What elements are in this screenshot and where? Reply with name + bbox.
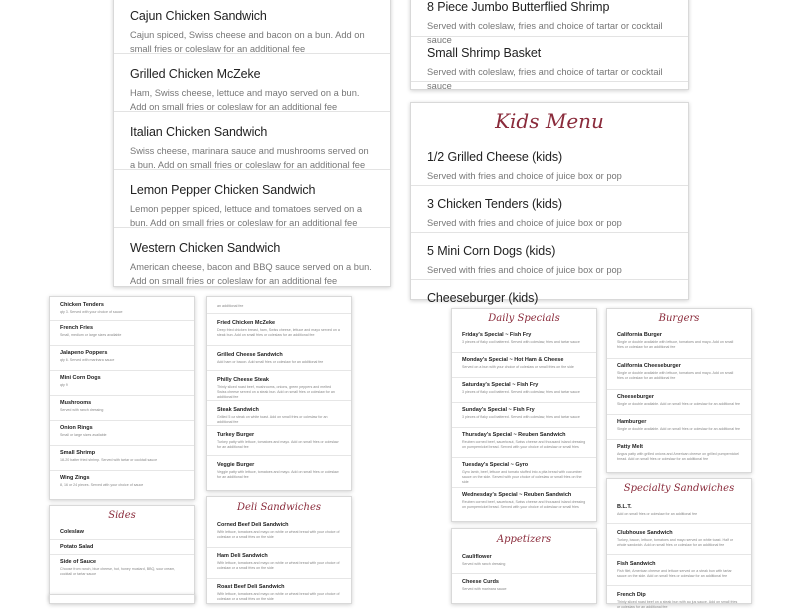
item-name: Corned Beef Deli Sandwich: [217, 522, 289, 528]
item-description: Deep fried chicken breast, ham, Swiss cheese, lettuce and mayo served on a steak bun. Add on small fries or coleslaw for an additional fee: [217, 328, 340, 337]
item-name: Patty Melt: [617, 444, 643, 450]
menu-item[interactable]: [50, 421, 194, 446]
item-description: Served with fries and choice of juice box or pop: [427, 265, 622, 275]
item-name: Chicken Tenders: [60, 302, 104, 308]
item-name: California Cheeseburger: [617, 363, 681, 369]
daily-specials-title: Daily Specials: [488, 313, 560, 324]
item-name: Veggie Burger: [217, 462, 255, 468]
item-name: Clubhouse Sandwich: [617, 530, 673, 536]
item-name: Jalapeno Poppers: [60, 350, 108, 356]
item-name: Wednesday's Special ~ Reuben Sandwich: [462, 492, 572, 498]
menu-item[interactable]: [452, 428, 596, 458]
item-description: 8, 16 or 24 pieces. Served with your choice of sauce: [60, 483, 144, 487]
item-description: Grilled 5 oz steak on white toast. Add on small fries or coleslaw for an additional fee: [217, 415, 328, 424]
menu-item[interactable]: [607, 586, 751, 611]
item-description: Served with ranch dressing: [60, 408, 104, 412]
menu-item[interactable]: [207, 297, 351, 314]
menu-item[interactable]: [411, 0, 688, 45]
menu-item[interactable]: [452, 328, 596, 353]
item-name: 8 Piece Jumbo Butterflied Shrimp: [427, 0, 610, 14]
item-name: Cauliflower: [462, 554, 492, 560]
menu-item[interactable]: [114, 0, 390, 54]
item-description: Single or double available. Add on small fries or coleslaw for an additional fee: [617, 427, 741, 431]
item-name: French Fries: [60, 325, 94, 331]
item-name: Wing Zings: [60, 475, 90, 481]
menu-item[interactable]: [114, 54, 390, 112]
item-description: Veggie patty with lettuce, tomatoes and mayo. Add on small fries or coleslaw for an additional fee: [217, 470, 339, 479]
menu-item[interactable]: [607, 390, 751, 415]
menu-item[interactable]: [452, 403, 596, 428]
menu-item[interactable]: [50, 540, 194, 555]
item-name: Steak Sandwich: [217, 407, 259, 413]
item-name: Hamburger: [617, 419, 647, 425]
menu-item[interactable]: [207, 314, 351, 346]
item-description: Small, medium or large sizes available: [60, 333, 122, 337]
menu-item[interactable]: [607, 440, 751, 471]
item-name: Side of Sauce: [60, 559, 97, 565]
menu-item[interactable]: [114, 112, 390, 170]
sides-menu-card: [49, 505, 195, 600]
burgers-title: Burgers: [658, 313, 700, 324]
item-description: Turkey, bacon, lettuce, tomatoes and mayo served on white toast. Half or whole sandwich. Add on small fries or coleslaw for an additional fee: [617, 538, 734, 547]
menu-item[interactable]: [607, 328, 751, 359]
menu-item[interactable]: [452, 458, 596, 488]
menu-item[interactable]: [452, 378, 596, 403]
item-name: 3 Chicken Tenders (kids): [427, 197, 562, 211]
item-description: Small or large sizes available: [60, 433, 107, 437]
item-name: Small Shrimp: [60, 450, 96, 456]
deli-sandwiches-title: Deli Sandwiches: [236, 502, 321, 513]
item-name: Cheeseburger: [617, 394, 654, 400]
menu-item[interactable]: [607, 524, 751, 555]
item-description: qty 6. Served with marinara sauce: [60, 358, 115, 362]
item-name: Cheese Curds: [462, 579, 499, 585]
menu-item[interactable]: [452, 488, 596, 518]
item-description: Single or double available with lettuce, tomatoes and mayo. Add on small fries or coleslaw for an additional fee: [617, 340, 734, 349]
item-description: Gyro lamb, beef, lettuce and tomato stuffed into a pita bread with cucumber sauce on the side. Served with your choice of coleslaw or small fries on the side: [462, 470, 582, 484]
menu-item[interactable]: [452, 574, 596, 599]
item-name: Coleslaw: [60, 529, 84, 535]
item-name: Friday's Special ~ Fish Fry: [462, 332, 532, 338]
menu-item[interactable]: [207, 426, 351, 456]
menu-item[interactable]: [607, 498, 751, 524]
menu-item[interactable]: [50, 396, 194, 421]
item-name: Onion Rings: [60, 425, 93, 431]
item-name: Western Chicken Sandwich: [130, 241, 281, 255]
item-name: Saturday's Special ~ Fish Fry: [462, 382, 539, 388]
specialty-sandwiches-title: Specialty Sandwiches: [623, 483, 735, 494]
kids-menu-card: [410, 102, 689, 305]
menu-item[interactable]: [207, 517, 351, 548]
item-name: Ham Deli Sandwich: [217, 553, 268, 559]
item-description: Ham, Swiss cheese, lettuce and mayo served on a bun. Add on small fries or coleslaw for an additional fee: [130, 88, 360, 112]
shrimp-menu-card: [410, 0, 689, 90]
daily-specials-menu-card: [451, 308, 597, 522]
menu-item[interactable]: [207, 346, 351, 371]
menu-item[interactable]: [207, 401, 351, 426]
kids-menu-title: Kids Menu: [495, 109, 604, 133]
menu-item[interactable]: [607, 415, 751, 440]
item-description: Single or double available with lettuce, tomatoes and mayo. Add on small fries or coleslaw for an additional fee: [617, 371, 734, 380]
menu-item[interactable]: [411, 37, 688, 91]
menu-item[interactable]: [114, 228, 390, 288]
item-description: 3 pieces of flaky cod battered. Served with coleslaw, fries and tartar sauce: [462, 340, 580, 344]
item-name: 5 Mini Corn Dogs (kids): [427, 244, 556, 258]
menu-item[interactable]: [50, 321, 194, 346]
item-description: With lettuce, tomatoes and mayo on white or wheat bread with your choice of coleslaw or a small fries on the side: [217, 561, 340, 570]
menu-item[interactable]: [607, 555, 751, 586]
chicken-sandwich-menu-card: [113, 0, 391, 287]
item-description: Lemon pepper spiced, lettuce and tomatoes served on a bun. Add on small fries or coleslaw for an additional fee: [130, 204, 363, 228]
item-name: Fish Sandwich: [617, 561, 656, 567]
item-description: Served on a bun with your choice of coleslaw or small fries on the side: [462, 365, 574, 369]
partial-menu-card: [49, 594, 195, 604]
menu-item[interactable]: [50, 525, 194, 540]
item-description: 3 pieces of flaky cod battered. Served with coleslaw, fries and tartar sauce: [462, 415, 580, 419]
item-name: Grilled Chicken McZeke: [130, 67, 261, 81]
item-description: Cajun spiced, Swiss cheese and bacon on a bun. Add on small fries or coleslaw for an additional fee: [130, 30, 365, 54]
item-description: Served with fries and choice of juice box or pop: [427, 218, 622, 228]
appetizers-title: Appetizers: [496, 534, 552, 545]
item-name: Turkey Burger: [217, 432, 255, 438]
item-name: Lemon Pepper Chicken Sandwich: [130, 183, 316, 197]
item-description: Served with marinara sauce: [462, 587, 507, 591]
item-description: With lettuce, tomatoes and mayo on white or wheat bread with your choice of coleslaw or a small fries on the side: [217, 592, 340, 601]
item-description: Served with ranch dressing: [462, 562, 506, 566]
item-description: Thinly sliced roast beef, mushrooms, onions, green peppers and melted Swiss cheese served on a steak bun. Add on small fries or coleslaw for an additional fee: [217, 385, 335, 399]
item-name: Monday's Special ~ Hot Ham & Cheese: [462, 357, 564, 363]
item-description: qty 9: [60, 383, 68, 387]
menu-item[interactable]: [411, 139, 688, 186]
item-description: Served with fries and choice of juice box or pop: [427, 171, 622, 181]
item-description: Served with coleslaw, fries and choice of tartar or cocktail sauce: [427, 21, 663, 45]
menu-item[interactable]: [50, 471, 194, 496]
menu-item[interactable]: [607, 359, 751, 390]
menu-item[interactable]: [207, 579, 351, 610]
menu-item[interactable]: [50, 371, 194, 396]
item-name: 1/2 Grilled Cheese (kids): [427, 150, 563, 164]
item-name: French Dip: [617, 592, 646, 598]
menu-item[interactable]: [452, 549, 596, 574]
sandwich-menu-card: [206, 296, 352, 491]
menu-item[interactable]: [50, 346, 194, 371]
item-description: Swiss cheese, marinara sauce and mushrooms served on a bun. Add on small fries or coleslaw for an additional fee: [130, 146, 369, 170]
item-name: Mushrooms: [60, 400, 92, 406]
item-description: American cheese, bacon and BBQ sauce served on a bun. Add on small fries or coleslaw for an additional fee: [130, 262, 372, 286]
item-name: B.L.T.: [617, 504, 632, 510]
item-name: Cajun Chicken Sandwich: [130, 9, 267, 23]
item-name: Grilled Cheese Sandwich: [217, 352, 283, 358]
item-name: Potato Salad: [60, 544, 94, 550]
item-name: Tuesday's Special ~ Gyro: [462, 462, 529, 468]
item-name: Small Shrimp Basket: [427, 46, 542, 60]
item-name: California Burger: [617, 332, 662, 338]
item-description: Angus patty with grilled onions and American cheese on grilled pumpernickel bread. Add on small fries or coleslaw for an additional fee: [617, 452, 740, 461]
item-name: Philly Cheese Steak: [217, 377, 269, 383]
menu-item[interactable]: [452, 353, 596, 378]
item-description: With lettuce, tomatoes and mayo on white or wheat bread with your choice of coleslaw or a small fries on the side: [217, 530, 340, 539]
menu-item[interactable]: [50, 555, 194, 585]
menu-item[interactable]: [207, 371, 351, 401]
menu-item[interactable]: [207, 456, 351, 486]
item-name: Cheeseburger (kids): [427, 291, 539, 305]
specialty-sandwiches-menu-card: [606, 478, 752, 609]
item-name: Roast Beef Deli Sandwich: [217, 584, 285, 590]
item-name: Thursday's Special ~ Reuben Sandwich: [462, 432, 566, 438]
item-name: Mini Corn Dogs: [60, 375, 101, 381]
item-description: Thinly sliced roast beef on a steak bun with au jus sauce. Add on small fries or coleslaw for an additional fee: [617, 600, 738, 609]
item-description: 18-20 batter fried shrimp. Served with tartar or cocktail sauce: [60, 458, 158, 462]
menu-item[interactable]: [411, 280, 688, 310]
item-description: Fish filet, American cheese and lettuce served on a steak bun with tartar sauce on the side. Add on small fries or coleslaw for an additional fee: [617, 569, 732, 578]
item-description: Add on small fries or coleslaw for an additional fee: [617, 512, 698, 516]
item-description: Add ham or bacon. Add small fries or coleslaw for an additional fee: [217, 360, 324, 364]
item-description: Reuben corned beef, sauerkraut, Swiss cheese and thousand island dressing on pumpernickel bread. Served with your choice of coleslaw or small fries: [462, 440, 586, 449]
item-description: Turkey patty with lettuce, tomatoes and mayo. Add on small fries or coleslaw for an additional fee: [217, 440, 339, 449]
menu-item[interactable]: [50, 446, 194, 471]
item-description: an additional fee: [217, 304, 244, 308]
item-description: qty 3. Served with your choice of sauce: [60, 310, 123, 314]
menu-item[interactable]: [114, 170, 390, 228]
appetizers-menu-card: [451, 528, 597, 604]
fried-items-menu-card: [49, 296, 195, 500]
burgers-menu-card: [606, 308, 752, 473]
item-name: Italian Chicken Sandwich: [130, 125, 268, 139]
item-description: Reuben corned beef, sauerkraut, Swiss cheese and thousand island dressing on pumpernickel bread. Served with your choice of coleslaw or small fries: [462, 500, 586, 509]
menu-item[interactable]: [411, 186, 688, 233]
item-description: Choose from ranch, blue cheese, hot, honey mustard, BBQ, sour cream, cocktail or tartar sauce: [60, 567, 176, 576]
item-name: Fried Chicken McZeke: [217, 320, 276, 326]
deli-sandwiches-menu-card: [206, 496, 352, 604]
menu-item[interactable]: [411, 233, 688, 280]
menu-item[interactable]: [50, 297, 194, 321]
item-name: Sunday's Special ~ Fish Fry: [462, 407, 535, 413]
item-description: 3 pieces of flaky cod battered. Served with coleslaw, fries and tartar sauce: [462, 390, 580, 394]
item-description: Single or double available. Add on small fries or coleslaw for an additional fee: [617, 402, 741, 406]
menu-item[interactable]: [207, 548, 351, 579]
item-description: Served with coleslaw, fries and choice of tartar or cocktail sauce: [427, 67, 663, 91]
sides-title: Sides: [108, 510, 136, 521]
